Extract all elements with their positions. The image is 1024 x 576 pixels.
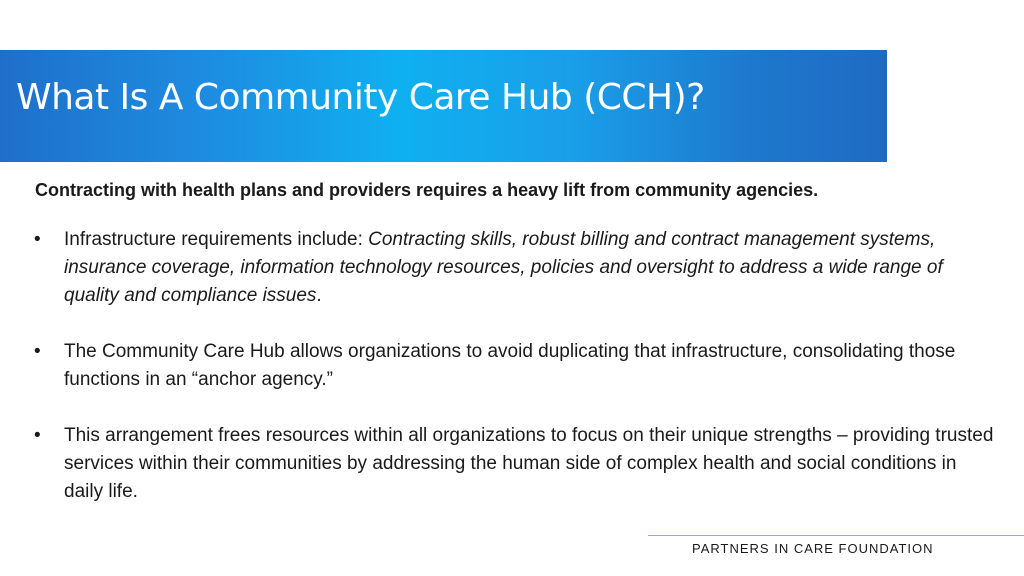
footer-org-name: PARTNERS IN CARE FOUNDATION xyxy=(692,541,934,556)
bullet-marker: • xyxy=(34,425,41,446)
bullet-marker: • xyxy=(34,229,41,250)
lead-statement: Contracting with health plans and providers requires a heavy lift from community agencies. xyxy=(35,180,819,200)
bullet-item-arrangement xyxy=(35,422,995,506)
bullet-list xyxy=(35,226,995,506)
bullet-emphasis: Contracting skills, robust billing and contract management systems, insurance coverage, information technology resources, policies and oversight to address a wide range of quality and compliance issues xyxy=(64,229,943,306)
bullet-item-hub xyxy=(35,338,995,394)
bullet-text: This arrangement frees resources within all organizations to focus on their unique strengths – providing trusted services within their communities by addressing the human side of complex health and social conditions in daily life. xyxy=(64,425,994,502)
bullet-text: The Community Care Hub allows organizations to avoid duplicating that infrastructure, consolidating those functions in an “anchor agency.” xyxy=(64,341,956,390)
bullet-item-infrastructure xyxy=(35,226,995,310)
bullet-marker: • xyxy=(34,341,41,362)
bullet-text: Infrastructure requirements include: xyxy=(64,229,369,250)
footer-rule xyxy=(648,535,1024,536)
slide-body xyxy=(35,176,995,534)
bullet-suffix: . xyxy=(316,285,322,306)
slide-title: What Is A Community Care Hub (CCH)? xyxy=(16,77,705,118)
